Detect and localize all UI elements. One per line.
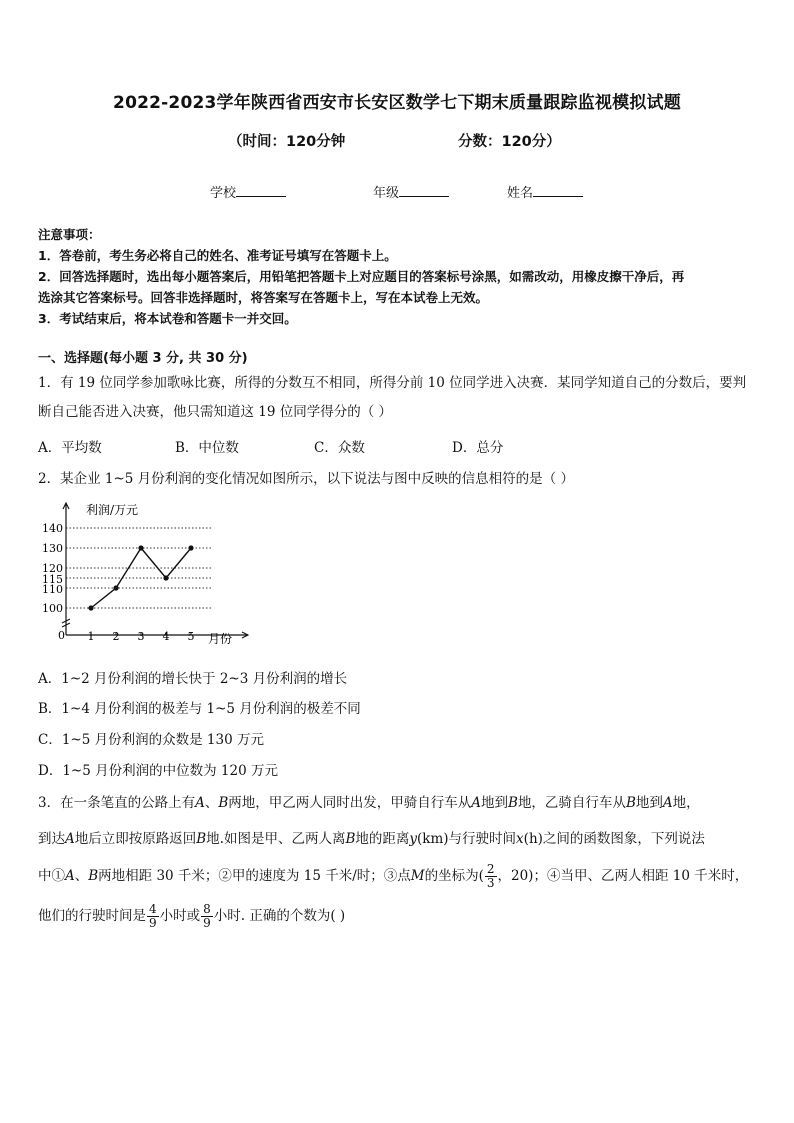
question-2-option-a[interactable]: A．1~2 月份利润的增长快于 2~3 月份利润的增长 bbox=[38, 671, 348, 687]
data-point bbox=[113, 585, 118, 590]
question-2-option-b[interactable]: B．1~4 月份利润的极差与 1~5 月份利润的极差不同 bbox=[38, 701, 361, 717]
data-point bbox=[163, 575, 168, 580]
q3-text: 地后立即按原路返回 bbox=[74, 831, 197, 847]
chart-grid bbox=[66, 528, 211, 608]
q3-var-x: x bbox=[516, 831, 524, 847]
fraction-numerator: 2 bbox=[486, 862, 495, 876]
question-2-option-c[interactable]: C．1~5 月份利润的众数是 130 万元 bbox=[38, 732, 264, 748]
q3-var-b: B bbox=[88, 868, 99, 884]
question-3-line-3 bbox=[38, 863, 748, 890]
note-item: 2．回答选择题时，选出每小题答案后，用铅笔把答题卡上对应题目的答案标号涂黑，如需改动，用橡皮擦干净后，再 bbox=[38, 269, 685, 284]
origin-label: 0 bbox=[58, 629, 65, 642]
y-tick-label: 130 bbox=[42, 542, 63, 555]
q3-var-b: B bbox=[345, 831, 356, 847]
x-tick-label: 4 bbox=[162, 630, 170, 644]
grade-field bbox=[373, 182, 449, 201]
x-axis-label: 月份 bbox=[208, 632, 233, 646]
q3-text: 地.如图是甲、乙两人离 bbox=[206, 831, 346, 847]
grade-blank[interactable] bbox=[399, 184, 449, 197]
question-1 bbox=[38, 369, 762, 427]
chart-ticks bbox=[42, 522, 195, 643]
q3-text: 3．在一条笔直的公路上有 bbox=[38, 795, 196, 811]
fraction-4-9 bbox=[147, 903, 159, 930]
section-heading: 一、选择题(每小题 3 分, 共 30 分) bbox=[38, 351, 248, 366]
q3-unit-km: (km) bbox=[417, 831, 449, 847]
question-3-line-2 bbox=[38, 827, 705, 847]
y-tick-label: 115 bbox=[42, 573, 63, 586]
data-point bbox=[138, 545, 143, 550]
exam-score: 分数：120分） bbox=[458, 134, 561, 150]
option-d[interactable]: D．总分 bbox=[452, 440, 504, 456]
school-field bbox=[210, 182, 286, 201]
note-item: 1．答卷前，考生务必将自己的姓名、准考证号填写在答题卡上。 bbox=[38, 248, 397, 263]
y-tick-label: 110 bbox=[42, 583, 63, 596]
q3-text: 地， bbox=[672, 795, 700, 811]
y-tick-label: 100 bbox=[42, 602, 63, 615]
notes-heading: 注意事项： bbox=[38, 227, 101, 242]
note-item: 选涂其它答案标号。回答非选择题时，将答案写在答题卡上，写在本试卷上无效。 bbox=[38, 290, 489, 305]
option-a[interactable]: A．平均数 bbox=[38, 440, 102, 456]
notes-block bbox=[38, 224, 758, 329]
fraction-8-9 bbox=[201, 903, 213, 930]
q3-text: ，20)；④当甲、乙两人相距 10 千米时， bbox=[497, 868, 749, 884]
q3-text: 小时或 bbox=[159, 908, 201, 924]
school-blank[interactable] bbox=[236, 184, 286, 197]
q3-text: 两地，甲乙两人同时出发，甲骑自行车从 bbox=[228, 795, 472, 811]
q3-var-a: A bbox=[471, 795, 482, 811]
data-point bbox=[88, 605, 93, 610]
x-tick-label: 3 bbox=[137, 630, 145, 644]
q3-var-m: M bbox=[410, 868, 425, 884]
exam-title: 2022-2023学年陕西省西安市长安区数学七下期末质量跟踪监视模拟试题 bbox=[113, 93, 681, 113]
y-tick-label: 140 bbox=[42, 522, 63, 535]
q3-var-b: B bbox=[218, 795, 229, 811]
q3-text: 之间的函数图象，下列说法 bbox=[542, 831, 705, 847]
note-item: 3．考试结束后，将本试卷和答题卡一并交回。 bbox=[38, 311, 297, 326]
fraction-numerator: 8 bbox=[203, 902, 211, 916]
question-1-line: 1．有 19 位同学参加歌咏比赛，所得的分数互不相同，所得分前 10 位同学进入决赛．某同学知道自己的分数后，要判 bbox=[38, 375, 747, 391]
q3-text: 、 bbox=[204, 795, 219, 811]
q3-text: 地的距离 bbox=[355, 831, 410, 847]
profit-line-chart bbox=[36, 500, 256, 650]
question-3-line-1 bbox=[38, 791, 700, 811]
q3-var-a: A bbox=[662, 795, 673, 811]
q3-text: 的坐标为( bbox=[424, 868, 484, 884]
question-1-line: 断自己能否进入决赛，他只需知道这 19 位同学得分的（ ） bbox=[38, 404, 393, 420]
option-b[interactable]: B．中位数 bbox=[175, 440, 239, 456]
data-point bbox=[188, 545, 193, 550]
q3-text: 他们的行驶时间是 bbox=[38, 908, 146, 924]
fraction-denominator: 3 bbox=[486, 876, 495, 890]
q3-text: 地，乙骑自行车从 bbox=[517, 795, 626, 811]
q3-text: 与行驶时间 bbox=[448, 831, 517, 847]
option-c[interactable]: C．众数 bbox=[314, 440, 365, 456]
chart-axes bbox=[62, 503, 248, 638]
fraction-2-3 bbox=[485, 863, 497, 890]
x-tick-label: 5 bbox=[187, 630, 195, 644]
q3-text: 到达 bbox=[38, 831, 65, 847]
fraction-numerator: 4 bbox=[149, 902, 157, 916]
y-tick-label: 120 bbox=[42, 562, 63, 575]
q3-var-a: A bbox=[65, 831, 75, 847]
q3-text: 中① bbox=[38, 868, 65, 884]
question-3-line-4 bbox=[38, 903, 345, 930]
y-axis-label: 利润/万元 bbox=[86, 503, 139, 517]
q3-text: 、 bbox=[74, 868, 89, 884]
question-2-stem: 2．某企业 1~5 月份利润的变化情况如图所示，以下说法与图中反映的信息相符的是（ ） bbox=[38, 471, 574, 487]
q3-var-a: A bbox=[65, 868, 75, 884]
q3-var-b: B bbox=[196, 831, 207, 847]
fraction-denominator: 9 bbox=[203, 916, 211, 930]
school-label: 学校 bbox=[210, 186, 237, 201]
q3-text: 地到 bbox=[635, 795, 663, 811]
q3-text: 小时. 正确的个数为( ) bbox=[213, 908, 346, 924]
grade-label: 年级 bbox=[373, 186, 400, 201]
name-label: 姓名 bbox=[507, 186, 534, 201]
fraction-denominator: 9 bbox=[149, 916, 157, 930]
question-2-option-d[interactable]: D．1~5 月份利润的中位数为 120 万元 bbox=[38, 763, 278, 779]
q3-var-y: y bbox=[409, 831, 418, 847]
name-field bbox=[507, 182, 583, 201]
exam-time: （时间：120分钟 bbox=[228, 134, 346, 150]
name-blank[interactable] bbox=[533, 184, 583, 197]
x-tick-label: 2 bbox=[112, 630, 120, 644]
q3-var-b: B bbox=[508, 795, 518, 811]
q3-var-a: A bbox=[195, 795, 205, 811]
q3-unit-h: (h) bbox=[523, 831, 543, 847]
x-tick-label: 1 bbox=[87, 630, 95, 644]
q3-text: 两地相距 30 千米；②甲的速度为 15 千米/时；③点 bbox=[98, 868, 411, 884]
q3-text: 地到 bbox=[481, 795, 509, 811]
q3-var-b: B bbox=[625, 795, 636, 811]
